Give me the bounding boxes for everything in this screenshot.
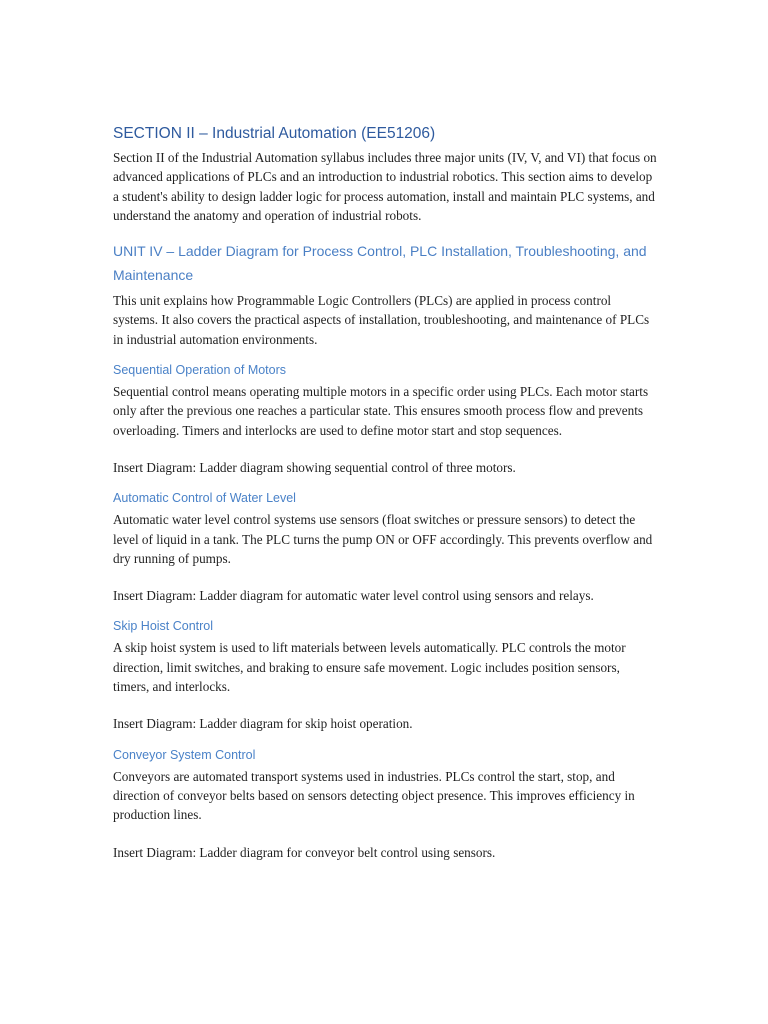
section-title: SECTION II – Industrial Automation (EE51206) [113, 125, 436, 142]
topic-body-conveyor: Conveyors are automated transport systems used in industries. PLCs control the start, stop, and direction of conveyor belts based on sensors detecting object presence. This improves efficiency in production lines. [113, 768, 635, 823]
topic-heading-conveyor: Conveyor System Control [113, 747, 256, 762]
topic-body-sequential-motors: Sequential control means operating multiple motors in a specific order using PLCs. Each motor starts only after the previous one reaches a particular state. This ensures smooth process flow and prevents overloading. Timers and interlocks are used to define motor start and stop sequences. [113, 384, 649, 438]
topic-body-water-level: Automatic water level control systems use sensors (float switches or pressure sensors) to detect the level of liquid in a tank. The PLC turns the pump ON or OFF accordingly. This prevents overflow and dry running of pumps. [113, 512, 653, 566]
paragraph-spacer [113, 568, 658, 586]
section-intro: Section II of the Industrial Automation syllabus includes three major units (IV, V, and VI) that focus on advanced applications of PLCs and an introduction to industrial robotics. This section aims to develop a student's ability to design ladder logic for process automation, install and maintain PLC systems, and understand the anatomy and operation of industrial robots. [113, 150, 657, 223]
paragraph-spacer [113, 440, 658, 458]
unit-intro: This unit explains how Programmable Logic Controllers (PLCs) are applied in process control systems. It also covers the practical aspects of installation, troubleshooting, and maintenance of PLCs in industrial automation environments. [113, 293, 650, 347]
paragraph-spacer [113, 696, 658, 714]
diagram-placeholder-conveyor: Insert Diagram: Ladder diagram for conveyor belt control using sensors. [113, 844, 496, 860]
topic-heading-skip-hoist: Skip Hoist Control [113, 619, 214, 634]
diagram-placeholder-water-level: Insert Diagram: Ladder diagram for automatic water level control using sensors and relays. [113, 588, 594, 604]
topic-heading-sequential-motors: Sequential Operation of Motors [113, 363, 287, 378]
diagram-placeholder-sequential-motors: Insert Diagram: Ladder diagram showing sequential control of three motors. [113, 459, 516, 475]
topic-heading-water-level: Automatic Control of Water Level [113, 491, 296, 506]
topic-body-skip-hoist: A skip hoist system is used to lift materials between levels automatically. PLC controls the motor direction, limit switches, and braking to ensure safe movement. Logic includes position sensors, timers, and interlocks. [113, 640, 626, 695]
paragraph-spacer [113, 825, 658, 843]
document-page [113, 124, 658, 862]
diagram-placeholder-skip-hoist: Insert Diagram: Ladder diagram for skip hoist operation. [113, 716, 413, 732]
unit-title: UNIT IV – Ladder Diagram for Process Control, PLC Installation, Troubleshooting, and Maintenance [113, 243, 647, 284]
